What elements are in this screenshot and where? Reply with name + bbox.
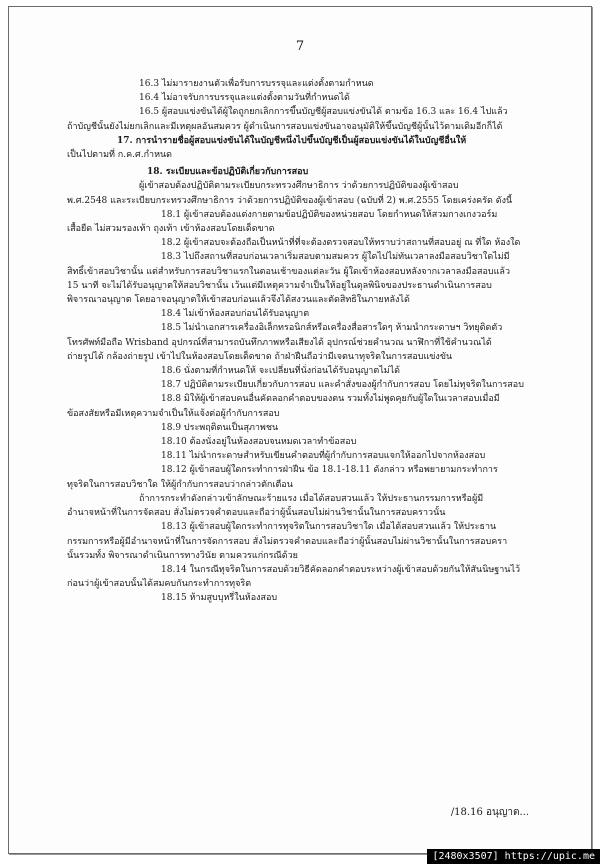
- paragraph-line: ข้อสงสัยหรือมีเหตุความจำเป็นให้แจ้งต่อผู้กำกับการสอบ: [67, 408, 280, 419]
- paragraph-line: เสื้อยืด ไม่สวมรองเท้า ถุงเท้า เข้าห้องสอบโดยเด็ดขาด: [67, 224, 275, 235]
- paragraph-line: อำนาจหน้าที่ในการจัดสอบ สั่งไม่ตรวจคำตอบและถือว่าผู้นั้นสอบไม่ผ่านวิชานั้นในการสอบคราวนั้น: [67, 508, 446, 519]
- paragraph-line: 18.2 ผู้เข้าสอบจะต้องถือเป็นหน้าที่ที่จะต้องตรวจสอบให้ทราบว่าสถานที่สอบอยู่ ณ ที่ใด ห้องใด: [161, 238, 521, 249]
- paragraph-line: นั้นรวมทั้ง พิจารณาดำเนินการทางวินัย ตามควรแก่กรณีด้วย: [67, 550, 298, 561]
- paragraph-line: 18.7 ปฏิบัติตามระเบียบเกี่ยวกับการสอบ และคำสั่งของผู้กำกับการสอบ โดยไม่ทุจริตในการสอบ: [161, 380, 524, 391]
- paragraph-line: 18.4 ไม่เข้าห้องสอบก่อนได้รับอนุญาต: [161, 309, 310, 320]
- paragraph-line: 18.13 ผู้เข้าสอบผู้ใดกระทำการทุจริตในการสอบวิชาใด เมื่อได้สอบสวนแล้ว ให้ประธาน: [161, 522, 497, 533]
- paragraph-line: 16.3 ไม่มารายงานตัวเพื่อรับการบรรจุและแต่งตั้งตามกำหนด: [139, 79, 374, 89]
- paragraph-line: 18.1 ผู้เข้าสอบต้องแต่งกายตามข้อปฏิบัติของหน่วยสอบ โดยกำหนดให้สวมกางเกงวอร์ม: [161, 209, 498, 220]
- page-number: 7: [295, 39, 305, 54]
- paragraph-line: 18.11 ไม่นำกระดาษสำหรับเขียนคำตอบที่ผู้กำกับการสอบแจกให้ออกไปจากห้องสอบ: [161, 451, 486, 462]
- paragraph-line: 18.9 ประพฤติตนเป็นสุภาพชน: [161, 422, 279, 433]
- paragraph-line: 16.5 ผู้สอบแข่งขันได้ผู้ใดถูกยกเลิกการขึ้นบัญชีผู้สอบแข่งขันได้ ตามข้อ 16.3 และ 16.4 ไปแล้ว: [139, 107, 508, 118]
- paragraph-line: 18.10 ต้องนั่งอยู่ในห้องสอบจนหมดเวลาทำข้อสอบ: [161, 437, 357, 448]
- paragraph-line: 18.3 ไปถึงสถานที่สอบก่อนเวลาเริ่มสอบตามสมควร ผู้ใดไปไม่ทันเวลาลงมือสอบวิชาใดไม่มี: [161, 252, 510, 263]
- paragraph-line: ผู้เข้าสอบต้องปฏิบัติตามระเบียบกระทรวงศึกษาธิการ ว่าด้วยการปฏิบัติของผู้เข้าสอบ: [139, 181, 459, 192]
- paragraph-line: พ.ศ.2548 และระเบียบกระทรวงศึกษาธิการ ว่าด้วยการปฏิบัติของผู้เข้าสอบ (ฉบับที่ 2) พ.ศ.2555 โดยเคร่งครัด ดังนี้: [67, 195, 513, 206]
- paragraph-line: ถ้าการกระทำดังกล่าวเข้าลักษณะร้ายแรง เมื่อได้สอบสวนแล้ว ให้ประธานกรรมการหรือผู้มี: [139, 493, 484, 504]
- paragraph-line: 18.12 ผู้เข้าสอบผู้ใดกระทำการฝ่าฝืน ข้อ 18.1-18.11 ดังกล่าว หรือพยายามกระทำการ: [161, 465, 498, 476]
- paragraph-line: 18.8 มิให้ผู้เข้าสอบคนอื่นคัดลอกคำตอบของตน รวมทั้งไม่พูดคุยกับผู้ใดในเวลาสอบเมื่อมี: [161, 394, 500, 405]
- paragraph-line: 18.5 ไม่นำเอกสารเครื่องอิเล็กทรอนิกส์หรือเครื่องสื่อสารใดๆ ห้ามนำกระดาษฯ วิทยุติดตัว: [161, 323, 503, 334]
- paragraph-line: 17. การนำรายชื่อผู้สอบแข่งขันได้ในบัญชีหนึ่งไปขึ้นบัญชีเป็นผู้สอบแข่งขันได้ในบัญชีอื่นให้: [117, 135, 467, 146]
- paragraph-line: 18.6 นั่งตามที่กำหนดให้ จะเปลี่ยนที่นั่งก่อนได้รับอนุญาตไม่ได้: [161, 366, 401, 377]
- paragraph-line: สิทธิ์เข้าสอบวิชานั้น แต่สำหรับการสอบวิชาแรกในตอนเช้าของแต่ละวัน ผู้ใดเข้าห้องสอบหลังจากเวลาลงมือสอบแล้ว: [67, 266, 510, 277]
- image-size-watermark: [2480x3507] https://upic.me: [427, 849, 600, 864]
- paragraph-line: 18.14 ในกรณีทุจริตในการสอบด้วยวิธีคัดลอกคำตอบระหว่างผู้เข้าสอบด้วยกันให้สันนิษฐานไว้: [161, 564, 521, 575]
- paragraph-line: ถ่ายรูปได้ กล้องถ่ายรูป เข้าไปในห้องสอบโดยเด็ดขาด ถ้าฝ่าฝืนถือว่ามีเจตนาทุจริตในการสอบแข่งขัน: [67, 351, 453, 362]
- paragraph-line: ทุจริตในการสอบวิชาใด ให้ผู้กำกับการสอบว่ากล่าวตักเตือน: [67, 479, 293, 490]
- paragraph-line: โทรศัพท์มือถือ Wrisband อุปกรณ์ที่สามารถบันทึกภาพหรือเสียงได้ อุปกรณ์ช่วยคำนวณ นาฬิกาที่ใช้คำนวณได้: [67, 337, 492, 348]
- continuation-note: /18.16 อนุญาต...: [450, 807, 529, 818]
- paragraph-line: ก่อนว่าผู้เข้าสอบนั้นได้สมคบกันกระทำการทุจริต: [67, 579, 252, 590]
- paragraph-line: 18.15 ห้ามสูบบุหรี่ในห้องสอบ: [161, 593, 278, 604]
- paragraph-line: 18. ระเบียบและข้อปฏิบัติเกี่ยวกับการสอบ: [147, 167, 309, 178]
- paragraph-line: เป็นไปตามที่ ก.ค.ศ.กำหนด: [67, 150, 173, 161]
- paragraph-line: 16.4 ไม่อาจรับการบรรจุและแต่งตั้งตามวันที่กำหนดได้: [139, 93, 350, 104]
- paragraph-line: กรรมการหรือผู้มีอำนาจหน้าที่ในการจัดการสอบ สั่งไม่ตรวจคำตอบและถือว่าผู้นั้นสอบไม่ผ่านวิชานั้นในการสอบครา: [67, 536, 508, 547]
- paragraph-line: 15 นาที จะไม่ได้รับอนุญาตให้สอบวิชานั้น เว้นแต่มีเหตุความจำเป็นให้อยู่ในดุลพินิจของประธานดำเนินการสอบ: [67, 280, 492, 291]
- document-page: [8, 6, 592, 854]
- paragraph-line: พิจารณาอนุญาต โดยอาจอนุญาตให้เข้าสอบก่อนแล้วจึงได้สงวนและตัดสิทธิในภายหลังได้: [67, 295, 410, 306]
- paragraph-line: ถ้าบัญชีนั้นยังไม่ยกเลิกและมีเหตุผลอันสมควร ผู้ดำเนินการสอบแข่งขันอาจอนุมัติให้ขึ้นบัญชีผู้นั้นไว้ตามเดิมอีกก็ได้: [67, 121, 503, 132]
- document-body: [67, 77, 545, 606]
